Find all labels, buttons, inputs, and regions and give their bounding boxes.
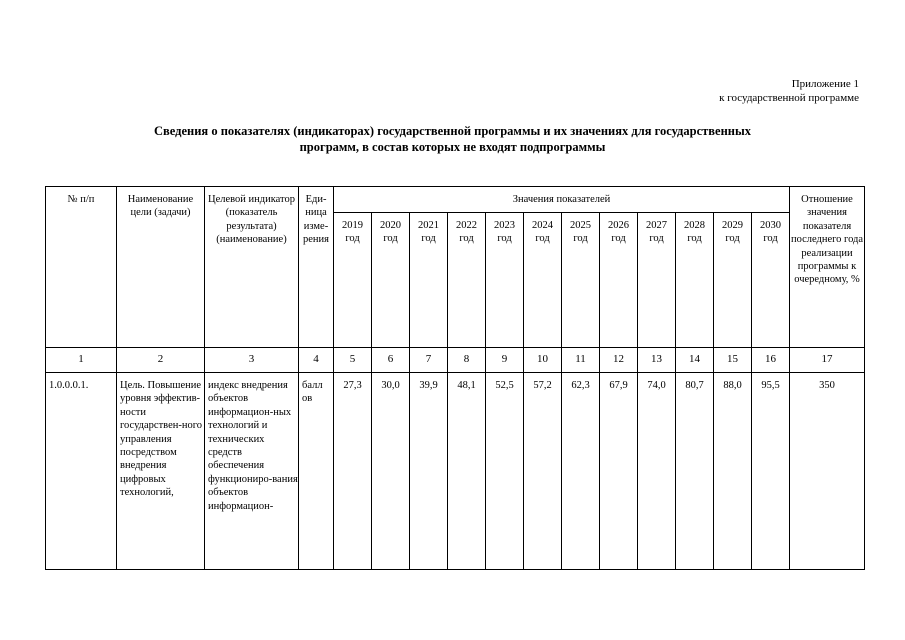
year-header-2020: 2020 год [372, 213, 410, 348]
column-number: 12 [600, 348, 638, 373]
title-line-1: Сведения о показателях (индикаторах) государственной программы и их значениях для государственных [154, 124, 751, 138]
appendix-line-2: к государственной программе [719, 92, 859, 104]
year-header-2025: 2025 год [562, 213, 600, 348]
header-values: Значения показателей [334, 187, 790, 213]
title-line-2: программ, в состав которых не входят подпрограммы [299, 140, 606, 154]
value-2026: 67,9 [600, 373, 638, 570]
year-header-2029: 2029 год [714, 213, 752, 348]
header-unit: Еди-ница изме-рения [299, 187, 334, 348]
column-number: 7 [410, 348, 448, 373]
header-row-1 [46, 187, 865, 213]
value-2029: 88,0 [714, 373, 752, 570]
column-number: 2 [117, 348, 205, 373]
column-number: 11 [562, 348, 600, 373]
column-number: 14 [676, 348, 714, 373]
value-2022: 48,1 [448, 373, 486, 570]
column-number: 3 [205, 348, 299, 373]
goal-name: Цель. Повышение уровня эффектив-ности государствен-ного управления посредством внедрения цифровых технологий, [117, 373, 205, 570]
year-header-2019: 2019 год [334, 213, 372, 348]
year-header-2027: 2027 год [638, 213, 676, 348]
appendix-line-1: Приложение 1 [791, 78, 859, 90]
column-number: 4 [299, 348, 334, 373]
value-2030: 95,5 [752, 373, 790, 570]
year-header-2026: 2026 год [600, 213, 638, 348]
year-header-2022: 2022 год [448, 213, 486, 348]
value-2023: 52,5 [486, 373, 524, 570]
column-number: 15 [714, 348, 752, 373]
value-2020: 30,0 [372, 373, 410, 570]
unit: балл ов [299, 373, 334, 570]
value-2019: 27,3 [334, 373, 372, 570]
indicators-table [45, 186, 865, 570]
value-2024: 57,2 [524, 373, 562, 570]
column-number: 13 [638, 348, 676, 373]
column-number: 8 [448, 348, 486, 373]
header-indicator: Целевой индикатор (показатель результата) (наименование) [205, 187, 299, 348]
year-header-2028: 2028 год [676, 213, 714, 348]
header-num: № п/п [46, 187, 117, 348]
value-2027: 74,0 [638, 373, 676, 570]
column-number: 17 [790, 348, 865, 373]
header-ratio: Отношение значения показателя последнего года реализации программы к очередному, % [790, 187, 865, 348]
document-title [60, 123, 845, 155]
indicator-name: индекс внедрения объектов информацион-ных технологий и технических средств обеспечения функциониро-вания объектов информацион- [205, 373, 299, 570]
column-number-row [46, 348, 865, 373]
year-header-2024: 2024 год [524, 213, 562, 348]
year-header-2030: 2030 год [752, 213, 790, 348]
column-number: 1 [46, 348, 117, 373]
year-header-2021: 2021 год [410, 213, 448, 348]
column-number: 9 [486, 348, 524, 373]
year-header-2023: 2023 год [486, 213, 524, 348]
column-number: 10 [524, 348, 562, 373]
value-2028: 80,7 [676, 373, 714, 570]
column-number: 5 [334, 348, 372, 373]
column-number: 16 [752, 348, 790, 373]
table-row [46, 373, 865, 570]
column-number: 6 [372, 348, 410, 373]
value-2021: 39,9 [410, 373, 448, 570]
ratio-value: 350 [790, 373, 865, 570]
appendix-note [719, 77, 859, 105]
value-2025: 62,3 [562, 373, 600, 570]
header-name: Наименование цели (задачи) [117, 187, 205, 348]
row-number: 1.0.0.0.1. [46, 373, 117, 570]
